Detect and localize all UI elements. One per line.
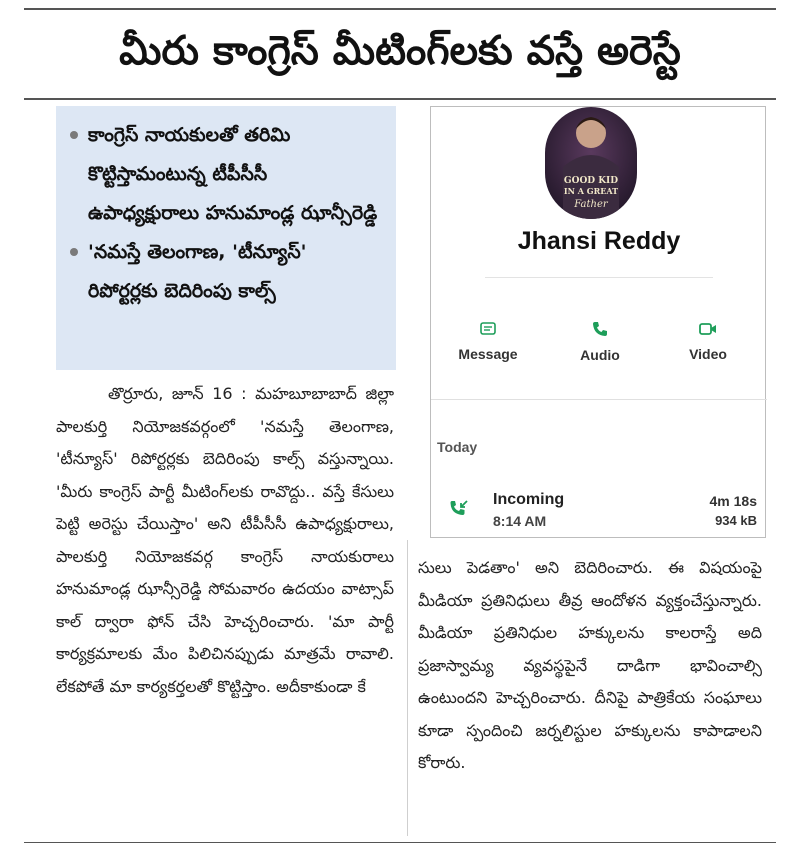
highlights-box [56, 106, 396, 370]
bottom-rule [24, 842, 776, 843]
headline-rule [24, 98, 776, 100]
phone-icon [592, 321, 608, 337]
message-button[interactable] [443, 321, 533, 362]
highlight-item [70, 116, 386, 233]
headline: మీరు కాంగ్రెస్ మీటింగ్‌లకు వస్తే అరెస్టే [119, 28, 681, 74]
video-icon [699, 322, 717, 336]
call-time: 8:14 AM [493, 513, 547, 529]
article-right-column: సులు పెడతాం' అని బెదిరించారు. ఈ విషయంపై మీడియా ప్రతినిధులు తీవ్ర ఆందోళన వ్యక్తంచేస్తున్నారు. మీడియా ప్రతినిధుల హక్కులను కాలరాస్తే అది ప్రజాస్వామ్య వ్యవస్థపైనే దాడిగా భావించాల్సి ఉంటుందని హెచ్చరించారు. దీనిపై పాత్రికేయ సంఘాలు కూడా స్పందించి జర్నలిస్టుల హక్కులను కాపాడాలని కోరారు. [418, 558, 762, 772]
call-type: Incoming [493, 491, 565, 508]
highlight-item [70, 233, 386, 311]
bullet-dot-icon [70, 131, 78, 139]
highlight-text: కాంగ్రెస్ నాయకులతో తరిమి కొట్టిస్తామంటున్న టీపీసీసీ ఉపాధ్యక్షురాలు హనుమాండ్ల ఝాన్సీరెడ్డి [88, 124, 378, 224]
avatar-image [545, 107, 637, 219]
column-divider [407, 540, 408, 836]
avatar-caption: Father [574, 199, 608, 210]
avatar-caption: IN A GREAT [563, 186, 619, 196]
top-rule [24, 8, 776, 10]
avatar-caption: GOOD KID [563, 176, 619, 186]
bullet-dot-icon [70, 248, 78, 256]
video-label: Video [689, 346, 727, 362]
call-duration: 4m 18s [709, 493, 757, 509]
audio-call-button[interactable] [555, 321, 645, 363]
divider [485, 277, 713, 278]
message-label: Message [458, 346, 518, 362]
highlight-text: 'నమస్తే తెలంగాణ, 'టీన్యూస్' రిపోర్టర్లకు బెదిరింపు కాల్స్ [88, 241, 307, 302]
message-icon [480, 322, 496, 336]
video-call-button[interactable] [663, 321, 753, 362]
divider [431, 399, 767, 400]
call-data-size: 934 kB [715, 513, 757, 528]
incoming-call-icon [449, 499, 469, 519]
call-log-date: Today [437, 439, 478, 455]
contact-name: Jhansi Reddy [517, 227, 681, 255]
action-bar [431, 321, 767, 381]
whatsapp-call-screenshot [430, 106, 766, 538]
article-left-column: తొర్రూరు, జూన్ 16 : మహబూబాబాద్ జిల్లా పాలకుర్తి నియోజకవర్గంలో 'నమస్తే తెలంగాణ, 'టీన్యూస్' రిపోర్టర్లకు బెదిరింపు కాల్స్ వస్తున్నాయి. 'మీరు కాంగ్రెస్ పార్టీ మీటింగ్‌లకు రావొద్దు.. వస్తే కేసులు పెట్టి అరెస్టు చేయిస్తాం' అని టీపీసీసీ ఉపాధ్యక్షురాలు, పాలకుర్తి నియోజకవర్గ కాంగ్రెస్ నాయకురాలు హనుమాండ్ల ఝాన్సీరెడ్డి సోమవారం ఉదయం వాట్సాప్ కాల్ ద్వారా ఫోన్ చేసి హెచ్చరించారు. 'మా పార్టీ కార్యక్రమాలకు మేం పిలిచినప్పుడు మాత్రమే రావాలి. లేకపోతే మా కార్యకర్తలతో కొట్టిస్తాం. అదీకాకుండా కే [56, 384, 394, 696]
contact-avatar [545, 107, 637, 219]
audio-label: Audio [580, 347, 620, 363]
